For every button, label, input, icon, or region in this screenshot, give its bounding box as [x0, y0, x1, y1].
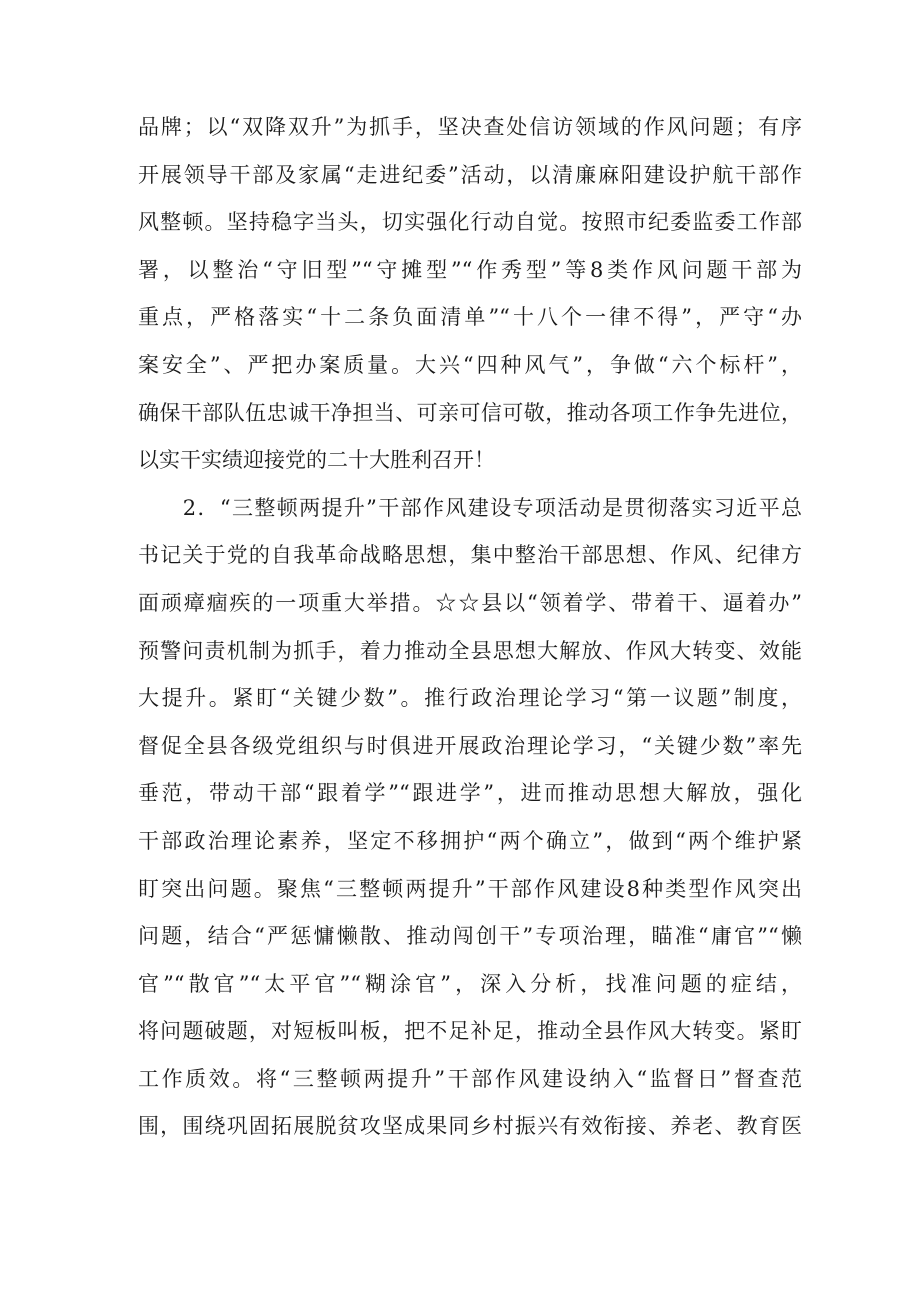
text-line: 风整顿。坚持稳字当头，切实强化行动自觉。按照市纪委监委工作部 — [138, 210, 802, 235]
text-line: 案安全”、严把办案质量。大兴“四种风气”，争做“六个标杆”， — [138, 352, 802, 377]
text-line: 将问题破题，对短板叫板，把不足补足，推动全县作风大转变。紧盯 — [138, 1019, 802, 1044]
text-line: 面顽瘴痼疾的一项重大举措。☆☆县以“领着学、带着干、逼着办” — [138, 590, 802, 615]
text-line: 盯突出问题。聚焦“三整顿两提升”干部作风建设8种类型作风突出 — [138, 876, 802, 901]
text-line: 工作质效。将“三整顿两提升”干部作风建设纳入“监督日”督查范 — [138, 1066, 802, 1091]
text-line: 预警问责机制为抓手，着力推动全县思想大解放、作风大转变、效能 — [138, 638, 802, 663]
text-line: 官”“散官”“太平官”“糊涂官”，深入分析，找准问题的症结， — [138, 971, 802, 996]
text-line: 书记关于党的自我革命战略思想，集中整治干部思想、作风、纪律方 — [138, 543, 802, 568]
text-line: 署，以整治“守旧型”“守摊型”“作秀型”等8类作风问题干部为 — [138, 257, 802, 282]
paragraph-end-line: 以实干实绩迎接党的二十大胜利召开！ — [138, 448, 495, 473]
text-line: 重点，严格落实“十二条负面清单”“十八个一律不得”，严守“办 — [138, 305, 802, 330]
body-text — [138, 104, 802, 1151]
text-line: 大提升。紧盯“关键少数”。推行政治理论学习“第一议题”制度， — [138, 686, 802, 711]
text-line: 2．“三整顿两提升”干部作风建设专项活动是贯彻落实习近平总 — [138, 495, 802, 520]
text-line: 品牌；以“双降双升”为抓手，坚决查处信访领域的作风问题；有序 — [138, 115, 802, 139]
text-line: 围，围绕巩固拓展脱贫攻坚成果同乡村振兴有效衔接、养老、教育医 — [138, 1114, 802, 1139]
text-line: 垂范，带动干部“跟着学”“跟进学”，进而推动思想大解放，强化 — [138, 781, 802, 806]
text-line: 开展领导干部及家属“走进纪委”活动，以清廉麻阳建设护航干部作 — [138, 162, 802, 187]
text-line: 问题，结合“严惩慵懒散、推动闯创干”专项治理，瞄准“庸官”“懒 — [138, 924, 802, 949]
text-line: 干部政治理论素养，坚定不移拥护“两个确立”，做到“两个维护紧 — [138, 828, 802, 853]
text-line: 确保干部队伍忠诚干净担当、可亲可信可敬，推动各项工作争先进位， — [138, 400, 802, 425]
text-line: 督促全县各级党组织与时俱进开展政治理论学习，“关键少数”率先 — [138, 733, 802, 758]
